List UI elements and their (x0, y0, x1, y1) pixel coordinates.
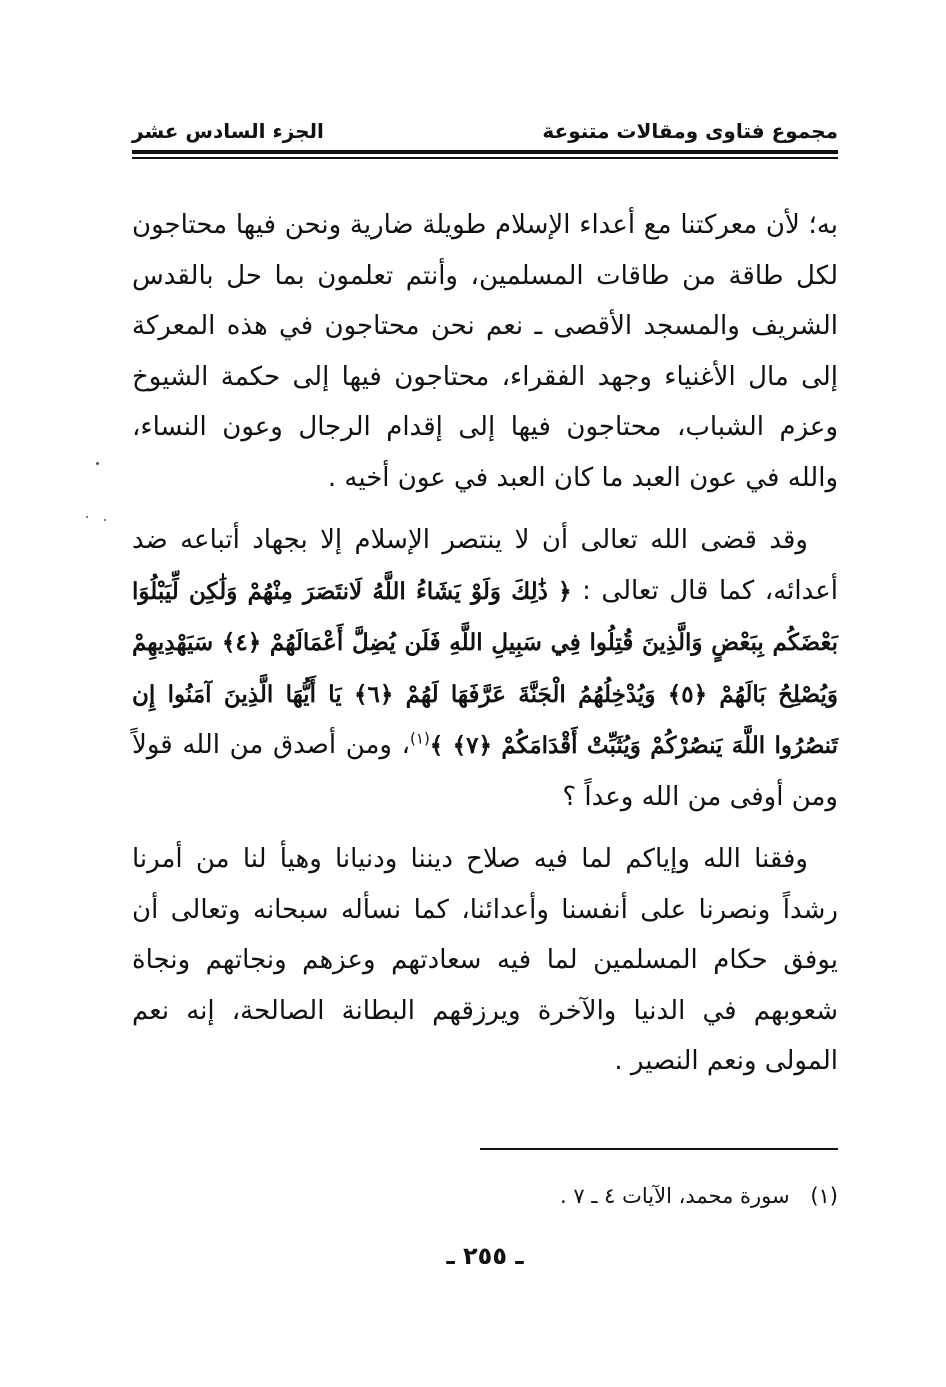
scan-speck (104, 519, 106, 521)
paragraph-2 (132, 515, 838, 822)
main-text (132, 200, 838, 1099)
page-number: ـ ٢٥٥ ـ (446, 1242, 524, 1270)
volume-title: الجزء السادس عشر (132, 119, 324, 143)
footnote-reference[interactable]: (١) (410, 729, 430, 748)
header-rule-thin (132, 157, 838, 159)
footnote (132, 1180, 838, 1212)
header-rule-thick (132, 150, 838, 154)
quran-verse: ﴿ ذَٰلِكَ وَلَوْ يَشَاءُ اللَّهُ لَانتَصَرَ مِنْهُمْ وَلَٰكِن لِّيَبْلُوَا بَعْضَكُم بِبَعْضٍ وَالَّذِينَ قُتِلُوا فِي سَبِيلِ اللَّهِ فَلَن يُضِلَّ أَعْمَالَهُمْ ﴿٤﴾ سَيَهْدِيهِمْ وَيُصْلِحُ بَالَهُمْ ﴿٥﴾ وَيُدْخِلُهُمُ الْجَنَّةَ عَرَّفَهَا لَهُمْ ﴿٦﴾ يَا أَيُّهَا الَّذِينَ آمَنُوا إِن تَنصُرُوا اللَّهَ يَنصُرْكُمْ وَيُثَبِّتْ أَقْدَامَكُمْ ﴿٧﴾ ﴾ (132, 577, 838, 759)
scan-speck (96, 462, 99, 465)
scan-speck (86, 516, 88, 518)
paragraph-2-intro: وقد قضى الله تعالى أن لا ينتصر الإسلام إلا بجهاد أتباعه ضد أعدائه، كما قال تعالى : (132, 525, 838, 606)
footnote-text: سورة محمد، الآيات ٤ ـ ٧ . (560, 1184, 790, 1208)
paragraph-3: وفقنا الله وإياكم لما فيه صلاح ديننا ودنيانا وهيأ لنا من أمرنا رشداً ونصرنا على أنفسنا وأعدائنا، كما نسأله سبحانه وتعالى أن يوفق حكام المسلمين لما فيه سعادتهم وعزهم ونجاتهم ونجاة شعوبهم في الدنيا والآخرة ويرزقهم البطانة الصالحة، إنه نعم المولى ونعم النصير . (132, 844, 838, 1076)
footnote-number: (١) (810, 1184, 838, 1208)
running-header (132, 112, 838, 146)
book-title: مجموع فتاوى ومقالات متنوعة (542, 119, 838, 143)
paragraph-2-outro: ، ومن أصدق من الله قولاً ومن أوفى من الله وعداً ؟ (132, 730, 838, 812)
footnote-rule (480, 1148, 838, 1150)
paragraph-1: به؛ لأن معركتنا مع أعداء الإسلام طويلة ضارية ونحن فيها محتاجون لكل طاقة من طاقات المسلمين، وأنتم تعلمون بما حل بالقدس الشريف والمسجد الأقصى ـ نعم نحن محتاجون في هذه المعركة إلى مال الأغنياء وجهد الفقراء، محتاجون فيها إلى حكمة الشيوخ وعزم الشباب، محتاجون فيها إلى إقدام الرجال وعون النساء، والله في عون العبد ما كان العبد في عون أخيه . (132, 210, 838, 493)
